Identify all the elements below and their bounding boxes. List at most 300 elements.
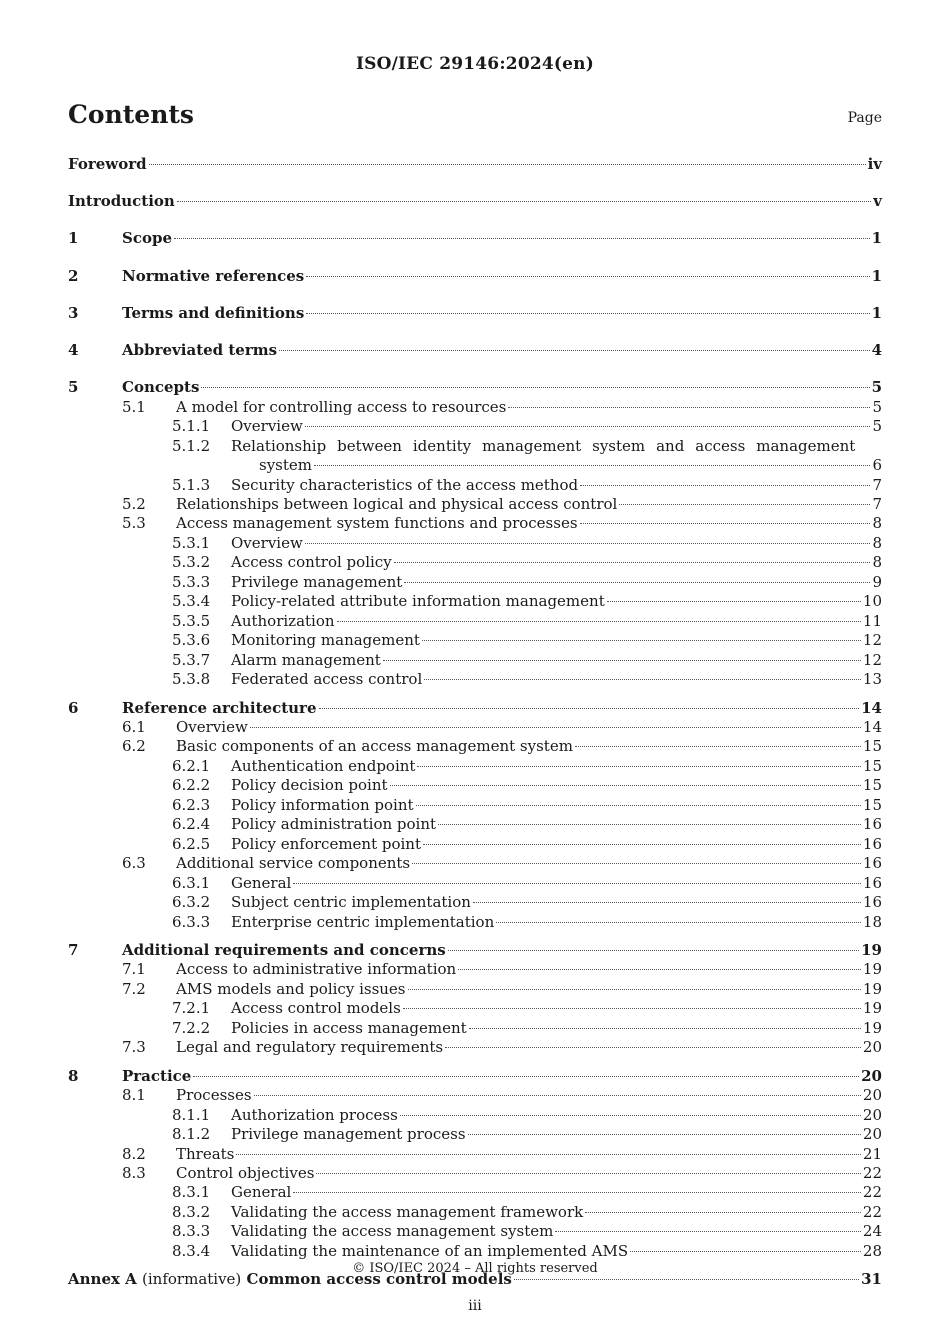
toc-entry[interactable] [0, 1018, 950, 1038]
toc-entry[interactable] [0, 1037, 950, 1057]
toc-entry-title: Overview [231, 533, 303, 552]
toc-entry-page: 5 [872, 417, 882, 436]
toc-entry-page: 6 [872, 456, 882, 475]
page-column-label: Page [847, 110, 882, 126]
toc-entry-body [176, 959, 882, 979]
toc-entry-body [122, 377, 882, 397]
toc-entry-body [231, 650, 882, 670]
toc-entry[interactable] [0, 436, 950, 456]
dot-leader [193, 1076, 859, 1077]
toc-entry-body [231, 1124, 882, 1144]
toc-entry[interactable] [0, 892, 950, 912]
toc-entry[interactable] [0, 572, 950, 592]
toc-entry-number: 4 [68, 341, 79, 359]
toc-entry-title: Policy-related attribute information management [231, 592, 605, 611]
toc-entry-title: General [231, 1183, 292, 1202]
toc-entry-page: 15 [862, 776, 882, 795]
toc-entry-page: 9 [872, 572, 882, 591]
toc-entry-body [122, 228, 882, 248]
toc-entry-number: 7.1 [122, 960, 146, 979]
toc-entry-body [231, 775, 882, 795]
toc-entry-number: 5.1 [122, 397, 146, 416]
toc-entry[interactable] [0, 611, 950, 631]
dot-leader [403, 1008, 861, 1009]
toc-entry[interactable] [0, 475, 950, 495]
toc-entry-body [231, 998, 882, 1018]
toc-entry[interactable] [0, 266, 950, 286]
toc-entry-body [176, 494, 882, 514]
toc-entry[interactable] [0, 795, 950, 815]
toc-entry[interactable] [0, 834, 950, 854]
dot-leader [404, 582, 870, 583]
toc-entry-page: 20 [861, 1066, 882, 1085]
toc-entry-number: 6.2 [122, 737, 146, 756]
dot-leader [619, 504, 870, 505]
toc-entry[interactable] [0, 340, 950, 360]
toc-entry-number: 7.2 [122, 979, 146, 998]
toc-entry[interactable] [0, 154, 950, 174]
dot-leader [383, 660, 861, 661]
toc-entry-body [231, 475, 882, 495]
toc-entry-number: 6.2.5 [172, 834, 211, 853]
toc-entry-title: Overview [176, 718, 248, 736]
toc-entry-page: 15 [862, 756, 882, 775]
toc-entry-title: Additional service components [176, 854, 411, 873]
toc-entry-title: Processes [176, 1086, 252, 1105]
toc-entry-title: Overview [231, 417, 303, 436]
toc-entry-number: 8.1.2 [172, 1125, 211, 1144]
toc-entry-number: 5.3.6 [172, 631, 211, 650]
toc-entry[interactable] [0, 416, 950, 436]
toc-entry-page: 16 [862, 834, 882, 853]
toc-entry-title: Foreword [68, 155, 147, 173]
toc-entry-title: Normative references [122, 266, 305, 285]
toc-entry-title: Access control models [231, 999, 401, 1018]
dot-leader [458, 969, 861, 970]
toc-entry-body [176, 513, 882, 533]
annex-title: Common access control models [246, 1270, 512, 1289]
toc-entry[interactable] [0, 1221, 950, 1241]
toc-entry-number: 6.2.2 [172, 776, 211, 795]
toc-entry-body [231, 1105, 882, 1125]
toc-entry-number: 5.1.2 [172, 436, 211, 455]
toc-entry-body [231, 814, 882, 834]
toc-entry-page: 21 [862, 1144, 882, 1163]
toc-entry-page: 1 [871, 266, 882, 285]
toc-entry-page: 19 [862, 979, 882, 998]
dot-leader [555, 1231, 861, 1232]
toc-entry-page: 19 [862, 960, 882, 979]
toc-entry-page: 5 [872, 397, 882, 416]
dot-leader [575, 746, 861, 747]
toc-entry-page: 19 [862, 1018, 882, 1037]
toc-entry-page: 13 [862, 670, 882, 689]
toc-entry-number: 8.3.1 [172, 1183, 211, 1202]
toc-entry-title: Threats [176, 1144, 235, 1163]
toc-entry-title: Access management system functions and processes [176, 514, 578, 533]
toc-entry-body [176, 736, 882, 756]
toc-entry-page: 24 [862, 1222, 882, 1241]
toc-entry-page: 28 [862, 1241, 882, 1260]
toc-entry-title: Control objectives [176, 1164, 315, 1182]
toc-entry-body [231, 552, 882, 572]
toc-entry-title: Authentication endpoint [231, 756, 416, 775]
toc-entry-body [122, 698, 882, 718]
toc-entry[interactable] [0, 591, 950, 611]
toc-entry-title: system [259, 456, 312, 475]
toc-entry-body [122, 1066, 882, 1086]
toc-entry-number: 7.2.1 [172, 999, 211, 1018]
toc-entry[interactable] [0, 756, 950, 776]
dot-leader [337, 621, 861, 622]
toc-entry-title: Relationships between logical and physical access control [176, 495, 618, 513]
toc-entry-page: 1 [871, 303, 882, 322]
toc-entry-page: 22 [862, 1202, 882, 1221]
toc-entry-body [231, 572, 882, 592]
toc-entry-body [68, 191, 882, 211]
toc-entry-number: 5.3 [122, 514, 146, 533]
toc-entry-body [176, 1163, 882, 1183]
toc-entry[interactable] [0, 533, 950, 553]
toc-entry-page: 20 [862, 1086, 882, 1105]
toc-entry-title: Alarm management [231, 650, 381, 669]
toc-entry-title: Introduction [68, 192, 175, 211]
toc-entry-page: 10 [862, 592, 882, 611]
toc-entry-body [231, 795, 882, 815]
toc-entry[interactable] [0, 998, 950, 1018]
toc-entry-number: 5 [68, 378, 79, 397]
toc-entry[interactable] [0, 717, 950, 737]
toc-entry[interactable] [0, 377, 950, 397]
toc-entry-page: 4 [871, 341, 882, 359]
toc-entry-body [231, 1182, 882, 1202]
toc-entry-title: Policy information point [231, 795, 414, 814]
toc-entry-page: 14 [862, 718, 882, 736]
dot-leader [400, 1115, 861, 1116]
toc-entry-title: AMS models and policy issues [176, 979, 406, 998]
dot-leader [394, 562, 871, 563]
dot-leader [580, 485, 870, 486]
toc-entry-title: Authorization [231, 611, 335, 630]
toc-entry-number: 6.3 [122, 854, 146, 873]
toc-entry[interactable] [0, 1066, 950, 1086]
dot-leader [314, 465, 870, 466]
dot-leader [468, 1134, 861, 1135]
toc-entry-body [176, 979, 882, 999]
toc-entry-page: 7 [872, 495, 882, 513]
toc-entry-page: 20 [862, 1125, 882, 1144]
dot-leader [423, 844, 861, 845]
toc-entry-number: 8.3.4 [172, 1241, 211, 1260]
dot-leader [174, 238, 870, 239]
toc-entry[interactable] [0, 191, 950, 211]
toc-entry-title: Policy decision point [231, 776, 388, 795]
toc-entry-page: 14 [861, 698, 882, 717]
dot-leader [445, 1047, 861, 1048]
dot-leader [316, 1173, 861, 1174]
dot-leader [177, 201, 871, 202]
toc-entry-page: 7 [872, 475, 882, 494]
annex-qualifier: (informative) [142, 1270, 242, 1289]
toc-entry-number: 6.3.1 [172, 873, 211, 892]
toc-entry-number: 7.3 [122, 1038, 146, 1057]
toc-entry-body [231, 756, 882, 776]
toc-entry-number: 6.2.4 [172, 815, 211, 834]
toc-entry-number: 5.3.7 [172, 650, 211, 669]
toc-entry-page: v [873, 192, 882, 211]
page-number: iii [468, 1298, 482, 1314]
toc-entry-number: 8.2 [122, 1144, 146, 1163]
dot-leader [412, 863, 861, 864]
toc-entry-number: 3 [68, 303, 79, 322]
toc-entry-page: 22 [862, 1183, 882, 1202]
toc-entry-body [231, 1241, 882, 1261]
toc-entry-number: 7 [68, 940, 79, 959]
toc-entry-number: 8.3.2 [172, 1202, 211, 1221]
toc-entry-page: 20 [862, 1105, 882, 1124]
toc-entry-title: Monitoring management [231, 631, 420, 650]
toc-entry-body [231, 1018, 882, 1038]
toc-entry-number: 5.2 [122, 495, 146, 513]
toc-entry-number: 6.2.1 [172, 756, 211, 775]
toc-entry-title: Access to administrative information [176, 960, 457, 979]
toc-entry[interactable] [0, 397, 950, 417]
toc-entry-number: 5.3.1 [172, 533, 211, 552]
toc-entry-number: 5.3.5 [172, 611, 211, 630]
toc-entry[interactable] [0, 494, 950, 514]
toc-entry-number: 6.3.2 [172, 893, 211, 912]
toc-entry-title: General [231, 873, 292, 892]
dot-leader [417, 766, 860, 767]
toc-entry-body [122, 940, 882, 960]
toc-entry-title: Security characteristics of the access method [231, 475, 579, 494]
page-title: Contents [68, 100, 195, 129]
toc-entry[interactable] [0, 669, 950, 689]
toc-entry-page: 20 [862, 1038, 882, 1057]
toc-entry-number: 5.3.2 [172, 553, 211, 572]
toc-entry-number: 8.1.1 [172, 1105, 211, 1124]
toc-entry-title: Authorization process [231, 1105, 398, 1124]
toc-entry[interactable] [0, 228, 950, 248]
dot-leader [305, 543, 871, 544]
dot-leader [293, 1192, 861, 1193]
toc-entry-page: 12 [862, 631, 882, 650]
toc-entry-body [259, 455, 882, 475]
dot-leader [448, 950, 859, 951]
toc-entry-body [122, 303, 882, 323]
toc-entry-title: Privilege management [231, 572, 403, 591]
dot-leader [306, 313, 869, 314]
dot-leader [416, 805, 861, 806]
toc-entry[interactable] [0, 814, 950, 834]
toc-entry[interactable] [0, 873, 950, 893]
toc-entry-title: Terms and definitions [122, 303, 305, 322]
toc-entry-body [231, 892, 882, 912]
toc-entry-continuation[interactable] [0, 455, 950, 475]
toc-entry-page: 18 [862, 912, 882, 931]
toc-entry[interactable] [0, 1241, 950, 1261]
toc-entry-page: 16 [862, 873, 882, 892]
toc-entry-title: Validating the access management framework [231, 1202, 584, 1221]
toc-entry-body [176, 397, 882, 417]
toc-entry-number: 5.1.1 [172, 417, 211, 436]
toc-entry-body [231, 1221, 882, 1241]
toc-entry-body [231, 834, 882, 854]
toc-entry-title: Scope [122, 229, 173, 248]
toc-entry-page: 16 [862, 815, 882, 834]
dot-leader [319, 708, 860, 709]
toc-entry[interactable] [0, 853, 950, 873]
toc-entry-title: Basic components of an access management system [176, 737, 573, 756]
toc-entry-page: 1 [871, 229, 882, 248]
toc-entry-page: 19 [862, 999, 882, 1018]
toc-entry-body [231, 611, 882, 631]
standard-header: ISO/IEC 29146:2024(en) [355, 54, 594, 74]
copyright-notice: © ISO/IEC 2024 – All rights reserved [352, 1261, 598, 1276]
dot-leader [250, 727, 861, 728]
toc-entry-number: 6.1 [122, 718, 146, 736]
toc-entry-title: Access control policy [231, 553, 392, 572]
toc-entry-page: 16 [862, 854, 882, 873]
dot-leader [469, 1028, 861, 1029]
toc-entry[interactable] [0, 552, 950, 572]
dot-leader [390, 785, 861, 786]
toc-entry-page: 11 [862, 611, 882, 630]
toc-entry-number: 1 [68, 229, 79, 248]
dot-leader [201, 387, 869, 388]
toc-entry-page: 12 [862, 650, 882, 669]
toc-entry-body [176, 1085, 882, 1105]
toc-entry-title: Concepts [122, 378, 200, 397]
dot-leader [508, 407, 870, 408]
toc-entry-title: Reference architecture [122, 698, 317, 717]
toc-entry-body [122, 266, 882, 286]
toc-entry-body [231, 669, 882, 689]
toc-entry-body [176, 1144, 882, 1164]
toc-entry-title: Practice [122, 1066, 192, 1085]
toc-entry[interactable] [0, 630, 950, 650]
toc-entry-page: 31 [861, 1270, 882, 1289]
toc-entry[interactable] [0, 979, 950, 999]
annex-label: Annex A [68, 1270, 137, 1289]
toc-entry-body [176, 717, 882, 737]
dot-leader [305, 426, 871, 427]
toc-entry-page: 8 [872, 533, 882, 552]
toc-entry-number: 8 [68, 1066, 79, 1085]
toc-entry-body [176, 1037, 882, 1057]
toc-entry[interactable] [0, 1144, 950, 1164]
toc-entry-title: A model for controlling access to resources [176, 397, 507, 416]
toc-entry[interactable] [0, 959, 950, 979]
dot-leader [408, 989, 861, 990]
dot-leader [438, 824, 861, 825]
toc-entry[interactable] [0, 1085, 950, 1105]
toc-entry-body [122, 340, 882, 360]
toc-entry[interactable] [0, 1202, 950, 1222]
toc-entry-body [231, 533, 882, 553]
toc-entry-page: 15 [862, 737, 882, 756]
toc-entry-title: Policy enforcement point [231, 834, 421, 853]
toc-entry-number: 6.2.3 [172, 795, 211, 814]
toc-entry-number: 7.2.2 [172, 1018, 211, 1037]
toc-entry-title: Policy administration point [231, 815, 437, 834]
toc-entry-title: Subject centric implementation [231, 893, 471, 912]
toc-entry-number: 8.3.3 [172, 1222, 211, 1241]
dot-leader [424, 679, 861, 680]
toc-entry-body [231, 873, 882, 893]
dot-leader [306, 276, 869, 277]
dot-leader [514, 1279, 859, 1280]
toc-entry-page: 19 [861, 940, 882, 959]
toc-entry-number: 5.3.8 [172, 670, 211, 689]
toc-entry[interactable] [0, 698, 950, 718]
toc-entry[interactable] [0, 1124, 950, 1144]
toc-entry-page: iv [867, 155, 882, 173]
toc-entry-number: 5.1.3 [172, 475, 211, 494]
dot-leader [236, 1154, 861, 1155]
toc-entry-body [231, 591, 882, 611]
toc-entry[interactable] [0, 513, 950, 533]
dot-leader [607, 601, 861, 602]
toc-entry-title: Policies in access management [231, 1018, 467, 1037]
dot-leader [293, 883, 861, 884]
toc-entry-number: 5.3.3 [172, 572, 211, 591]
toc-entry-page: 16 [862, 893, 882, 912]
toc-entry-number: 2 [68, 266, 79, 285]
toc-entry-page: 8 [872, 514, 882, 533]
dot-leader [580, 523, 871, 524]
toc-entry-title: Validating the access management system [231, 1222, 554, 1241]
toc-entry-body [176, 853, 882, 873]
toc-entry-title: Legal and regulatory requirements [176, 1038, 444, 1057]
toc-entry-body [231, 416, 882, 436]
dot-leader [585, 1212, 861, 1213]
toc-entry[interactable] [0, 1182, 950, 1202]
toc-entry-title: Validating the maintenance of an implemented AMS [231, 1241, 629, 1260]
toc-entry-title: Additional requirements and concerns [122, 940, 446, 959]
dot-leader [496, 922, 861, 923]
dot-leader [473, 902, 861, 903]
toc-entry-body [68, 154, 882, 174]
toc-entry-title: Enterprise centric implementation [231, 912, 495, 931]
dot-leader [630, 1251, 861, 1252]
toc-entry-body [231, 912, 882, 932]
toc-entry[interactable] [0, 736, 950, 756]
toc-entry[interactable] [0, 1105, 950, 1125]
toc-entry-body [231, 1202, 882, 1222]
dot-leader [149, 164, 866, 165]
toc-entry-page: 22 [862, 1164, 882, 1182]
toc-entry-page: 8 [872, 553, 882, 572]
toc-entry-title: Federated access control [231, 670, 423, 689]
toc-entry-number: 6 [68, 698, 79, 717]
toc-entry-title: Privilege management process [231, 1125, 466, 1144]
toc-entry-title-line: Relationship between identity management system and access management [231, 436, 856, 455]
toc-entry[interactable] [0, 650, 950, 670]
toc-entry[interactable] [0, 940, 950, 960]
dot-leader [422, 640, 861, 641]
toc-entry-number: 8.3 [122, 1164, 146, 1182]
toc-entry-page: 5 [871, 378, 882, 397]
toc-entry-body [231, 630, 882, 650]
toc-entry[interactable] [0, 1163, 950, 1183]
toc-entry[interactable] [0, 775, 950, 795]
dot-leader [254, 1095, 861, 1096]
toc-entry-number: 5.3.4 [172, 592, 211, 611]
toc-entry-title: Abbreviated terms [122, 341, 278, 359]
toc-entry[interactable] [0, 912, 950, 932]
toc-entry[interactable] [0, 303, 950, 323]
